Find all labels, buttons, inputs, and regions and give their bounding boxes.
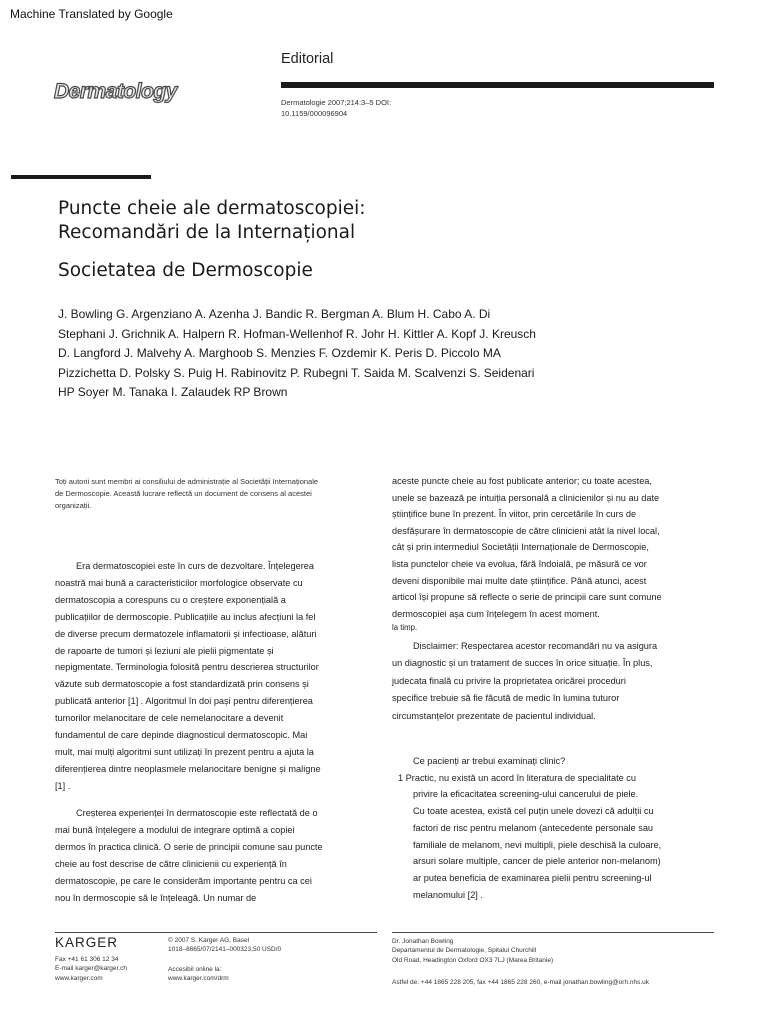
text-line: circumstanțelor prezentate de pacientul individual. <box>392 710 596 721</box>
text-line: nepigmentate. Terminologia folosită pentru descrierea structurilor <box>55 662 319 673</box>
text-line: ar putea beneficia de examinarea pielii pentru screening-ul <box>413 872 652 883</box>
text-line: judecata finală cu privire la proprietatea oricărei proceduri <box>392 675 626 686</box>
fax-text: Fax +41 61 306 12 34 <box>55 956 119 963</box>
text-line: de diverse precum dermatozele inflamatorii și infectioase, alături <box>55 628 317 639</box>
text-line: specifice trebuie să fie făcută de medic în lumina tuturor <box>392 693 620 704</box>
left-paragraph-2 <box>55 805 385 906</box>
journal-url-link[interactable]: www.karger.com/drm <box>168 975 229 983</box>
email-text: E-mail karger@karger.ch <box>55 965 127 973</box>
author-list <box>58 305 598 403</box>
title-rule <box>11 175 151 179</box>
text-line: tumorilor melanocitare de cele nemelanocitare a devenit <box>55 713 284 724</box>
correspondence-contact: Astfel de. +44 1865 228 205, fax +44 1865 228 260, e-mail jonathan.bowling@orh.nhs.uk <box>392 979 650 986</box>
footnote-line: organizații. <box>55 501 92 510</box>
text-line: publicată anterior [1] . Algoritmul în doi pași pentru diferențierea <box>55 696 313 707</box>
address-line: Old Road, Headington Oxford OX3 7LJ (Marea Britanie) <box>392 956 554 964</box>
text-line: un diagnostic și un tratament de succes în orice situație. În plus, <box>392 658 653 669</box>
text-line: privire la eficacitatea screening-ului cancerului de piele. <box>413 789 639 800</box>
text-line: dermatoscopia a corespuns cu o creștere exponențială a <box>55 594 286 605</box>
text-line: publicațiilor de dermoscopie. Publicațiile au inclus afecțiuni la fel <box>55 611 316 622</box>
text-line: Era dermatoscopiei este în curs de dezvoltare. Înțelegerea <box>76 561 314 571</box>
header-rule <box>281 82 714 88</box>
article-title-line: Societatea de Dermoscopie <box>58 260 313 281</box>
right-paragraph-3 <box>392 753 722 903</box>
citation <box>281 97 481 119</box>
text-line: factori de risc pentru melanom (antecedente personale sau <box>413 822 654 833</box>
text-line: dermos în practica clinică. O serie de principii comune sau puncte <box>55 841 323 852</box>
publisher-contact <box>55 955 127 983</box>
text-line: aceste puncte cheie au fost publicate anterior; cu toate acestea, <box>392 476 652 486</box>
text-line: mai bună înțelegere a modului de integrare optimă a copiei <box>55 824 295 835</box>
article-title-line: Puncte cheie ale dermatoscopiei: <box>58 198 366 219</box>
text-line: familiale de melanom, nevi multipli, piele deschisă la culoare, <box>413 839 662 850</box>
text-line: deveni disponibile mai multe date științifice. Până atunci, acest <box>392 575 647 586</box>
text-line: diferențierea dintre neoplasmele melanocitare benigne și maligne <box>55 763 321 774</box>
text-line: de rapoarte de tumori și leziuni ale pielii pigmentate și <box>55 645 274 656</box>
text-line: unele se bazează pe intuiția personală a clinicienilor și nu au date <box>392 492 660 503</box>
affiliation-footnote <box>55 476 375 512</box>
author-line: Pizzichetta D. Polsky S. Puig H. Rabinovitz P. Rubegni T. Saida M. Scalvenzi S. Seidenari <box>58 365 535 380</box>
footnote-line: Toți autorii sunt membri ai consiliului de administrație al Societății Internaționale <box>55 477 319 486</box>
text-line: la timp. <box>392 623 418 633</box>
access-label: Accesibil online la: <box>168 966 222 973</box>
author-line: HP Soyer M. Tanaka I. Zalaudek RP Brown <box>58 385 288 399</box>
copyright-line: © 2007 S. Karger AG, Basel <box>168 937 250 944</box>
text-line: dermatoscopie, pe care le considerăm importante pentru ca cei <box>55 875 312 886</box>
text-line: Disclaimer: Respectarea acestor recomandări nu va asigura <box>413 641 658 651</box>
online-access <box>168 965 229 984</box>
text-line: articol își propune să reflecte o serie de principii care sunt comune <box>392 592 662 603</box>
author-line: D. Langford J. Malvehy A. Marghoob S. Menzies F. Ozdemir K. Peris D. Piccolo MA <box>58 346 501 360</box>
publisher-logo: KARGER <box>55 935 119 950</box>
text-line: fundamentul de care depinde diagnosticul dermatoscopic. Mai <box>55 730 308 741</box>
text-line: mult, mai mulți algoritmi sunt utilizați în prezent pentru a ajuta la <box>55 746 314 757</box>
citation-line: Dermatologie 2007;214:3–5 DOI: <box>281 98 392 107</box>
text-line: cheie au fost descrise de către clinicienii cu experiență în <box>55 858 287 869</box>
text-line: 1 Practic, nu există un acord în literatura de specialitate cu <box>398 772 636 783</box>
copyright-line: 1018–8665/07/2141–000323,50 USD/0 <box>168 946 282 954</box>
text-line: arsuri solare multiple, cancer de piele anterior non-melanom) <box>413 856 661 867</box>
text-line: științifice bune în prezent. În viitor, prin cercetările în curs de <box>392 509 637 520</box>
address-line: Dr. Jonathan Bowling <box>392 938 454 945</box>
author-line: Stephani J. Grichnik A. Halpern R. Hofman-Wellenhof R. Johr H. Kittler A. Kopf J. Kreusch <box>58 326 536 341</box>
text-line: văzute sub dermatoscopie a fost standardizată prin consens și <box>55 679 309 690</box>
section-label: Editorial <box>281 51 334 67</box>
text-line: dermoscopiei așa cum înțelegem în acest moment. <box>392 608 600 619</box>
copyright <box>168 936 281 955</box>
footer-rule-left <box>55 932 377 933</box>
journal-logo: Dermatology <box>54 80 177 103</box>
text-line: Cu toate acestea, există cel puțin unele dovezi că adulții cu <box>413 806 654 817</box>
text-line: lista punctelor cheie va evolua, fără îndoială, pe măsură ce vor <box>392 558 647 569</box>
author-line: J. Bowling G. Argenziano A. Azenha J. Bandic R. Bergman A. Blum H. Cabo A. Di <box>58 307 491 321</box>
text-line: [1] . <box>55 780 71 791</box>
footer-rule-right <box>392 932 714 933</box>
address-line: Departamentul de Dermatologie, Spitalul Churchill <box>392 947 537 955</box>
text-line: cât și prin intermediul Societății Internaționale de Dermoscopie, <box>392 542 649 553</box>
text-line: nou în dermoscopie să le înțeleagă. Un numar de <box>55 892 257 903</box>
right-paragraph-1 <box>392 473 722 633</box>
section-question: Ce pacienți ar trebui examinați clinic? <box>413 756 566 766</box>
citation-line: 10.1159/000096904 <box>281 109 348 118</box>
text-line: noastră mai bună a caracteristicilor morfologice observate cu <box>55 577 303 588</box>
article-title-line: Recomandări de la Internațional <box>58 222 356 243</box>
text-line: desfășurare în dermatoscopie de către clinicieni atât la nivel local, <box>392 525 660 536</box>
footnote-line: de Dermoscopie. Această lucrare reflectă un document de consens al acestei <box>55 489 312 498</box>
translation-banner: Machine Translated by Google <box>10 7 173 21</box>
right-paragraph-2 <box>392 638 722 725</box>
text-line: melanomului [2] . <box>413 889 483 900</box>
left-paragraph-1 <box>55 558 385 795</box>
correspondence-address <box>392 937 553 965</box>
website-link[interactable]: www.karger.com <box>55 974 103 982</box>
text-line: Creșterea experienței în dermatoscopie este reflectată de o <box>76 808 318 818</box>
